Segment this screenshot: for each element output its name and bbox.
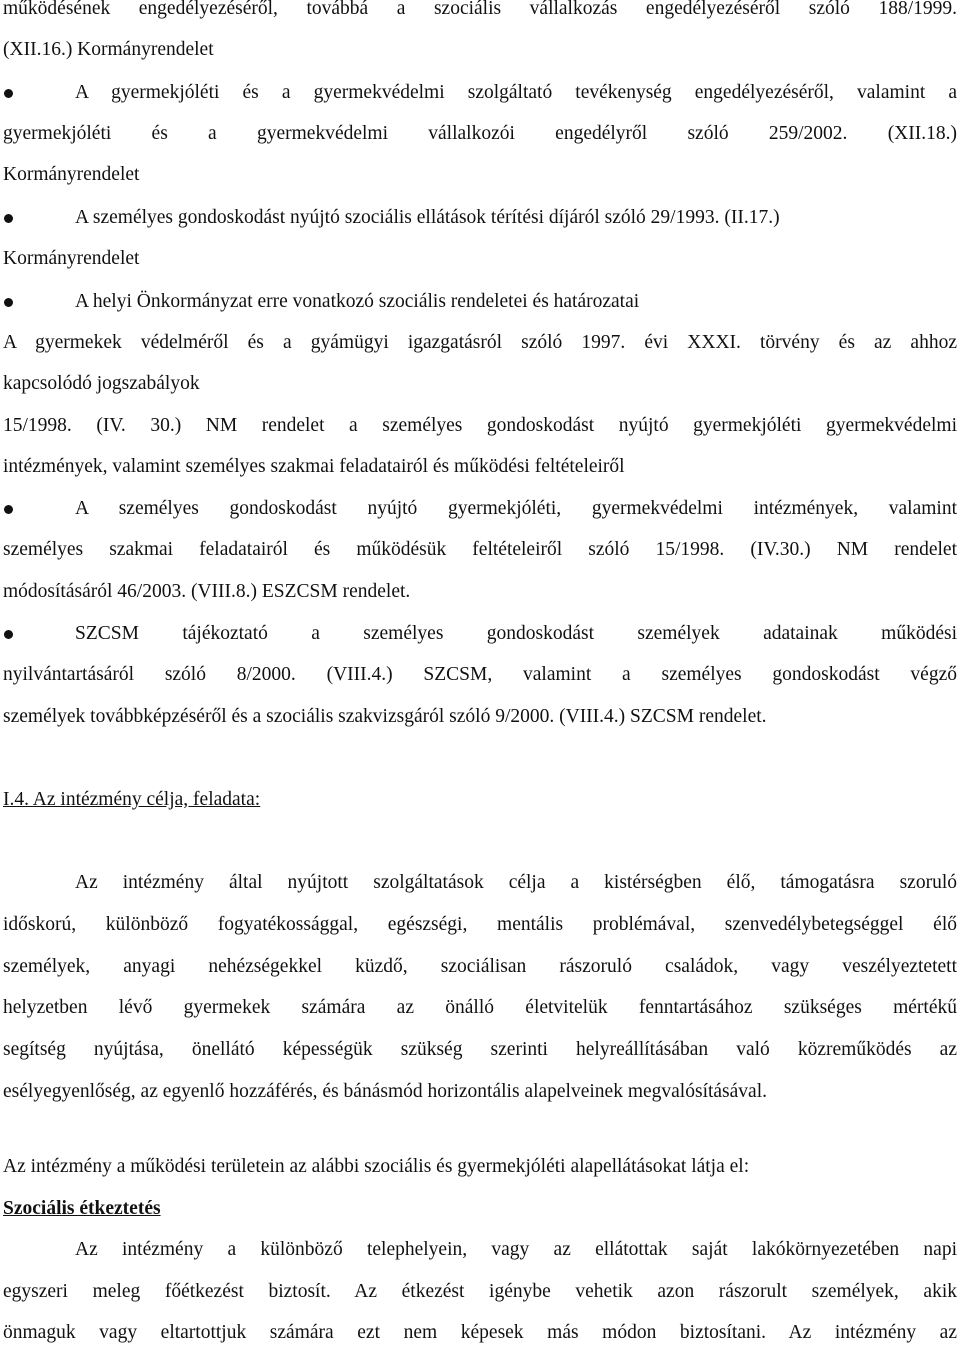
text-line: Kormányrendelet (3, 248, 140, 269)
text-line: működésének engedélyezéséről, továbbá a szociális vállalkozás engedélyezéséről szóló 188/1999. (3, 0, 957, 19)
paragraph-line: egyszeri meleg főétkezést biztosít. Az étkezést igénybe vehetik azon rászorult személyek, akik (3, 1281, 957, 1302)
bullet-icon (4, 89, 13, 98)
text-line: gyermekjóléti és a gyermekvédelmi vállalkozói engedélyről szóló 259/2002. (XII.18.) (3, 123, 957, 144)
list-item: A gyermekjóléti és a gyermekvédelmi szolgáltató tevékenység engedélyezéséről, valamint a (75, 82, 957, 103)
paragraph-line: személyek, anyagi nehézségekkel küzdő, szociálisan rászoruló családok, vagy veszélyeztetett (3, 956, 957, 977)
text-line: személyes szakmai feladatairól és működésük feltételeiről szóló 15/1998. (IV.30.) NM rendelet (3, 539, 957, 560)
bullet-icon (4, 505, 13, 514)
text-line: nyilvántartásáról szóló 8/2000. (VIII.4.) SZCSM, valamint a személyes gondoskodást végző (3, 664, 957, 685)
paragraph-line: helyzetben lévő gyermekek számára az önálló életvitelük fenntartásához szükséges mértékű (3, 997, 957, 1018)
text-line: (XII.16.) Kormányrendelet (3, 39, 214, 60)
paragraph-line: esélyegyenlőség, az egyenlő hozzáférés, és bánásmód horizontális alapelveinek megvalósításával. (3, 1081, 767, 1102)
paragraph-line: Az intézmény a különböző telephelyein, vagy az ellátottak saját lakókörnyezetében napi (75, 1239, 957, 1260)
section-heading: I.4. Az intézmény célja, feladata: (3, 789, 261, 810)
paragraph-line: Az intézmény által nyújtott szolgáltatások célja a kistérségben élő, támogatásra szoruló (75, 872, 957, 893)
paragraph-line: Az intézmény a működési területein az alábbi szociális és gyermekjóléti alapellátásokat látja el: (3, 1156, 750, 1177)
text-line: személyek továbbképzéséről és a szociális szakvizsgáról szóló 9/2000. (VIII.4.) SZCSM rendelet. (3, 706, 767, 727)
bullet-icon (4, 214, 13, 223)
paragraph-line: időskorú, különböző fogyatékossággal, egészségi, mentális problémával, szenvedélybetegséggel élő (3, 914, 957, 935)
subsection-heading: Szociális étkeztetés (3, 1198, 161, 1219)
list-item: A személyes gondoskodást nyújtó gyermekjóléti, gyermekvédelmi intézmények, valamint (75, 498, 957, 519)
text-line: Kormányrendelet (3, 164, 140, 185)
paragraph-line: önmaguk vagy eltartottjuk számára ezt nem képesek más módon biztosítani. Az intézmény az (3, 1322, 957, 1343)
text-line: A gyermekek védelméről és a gyámügyi igazgatásról szóló 1997. évi XXXI. törvény és az ahhoz (3, 332, 957, 353)
text-line: intézmények, valamint személyes szakmai feladatairól és működési feltételeiről (3, 456, 625, 477)
bullet-icon (4, 630, 13, 639)
paragraph-line: segítség nyújtása, önellátó képességük szükség szerinti helyreállításában való közreműködés az (3, 1039, 957, 1060)
list-item: SZCSM tájékoztató a személyes gondoskodást személyek adatainak működési (75, 623, 957, 644)
list-item: A helyi Önkormányzat erre vonatkozó szociális rendeletei és határozatai (75, 291, 640, 312)
list-item: A személyes gondoskodást nyújtó szociális ellátások térítési díjáról szóló 29/1993. (II.17.) (75, 207, 780, 228)
bullet-icon (4, 298, 13, 307)
text-line: módosításáról 46/2003. (VIII.8.) ESZCSM rendelet. (3, 581, 411, 602)
text-line: kapcsolódó jogszabályok (3, 373, 200, 394)
text-line: 15/1998. (IV. 30.) NM rendelet a személyes gondoskodást nyújtó gyermekjóléti gyermekvédelmi (3, 415, 957, 436)
